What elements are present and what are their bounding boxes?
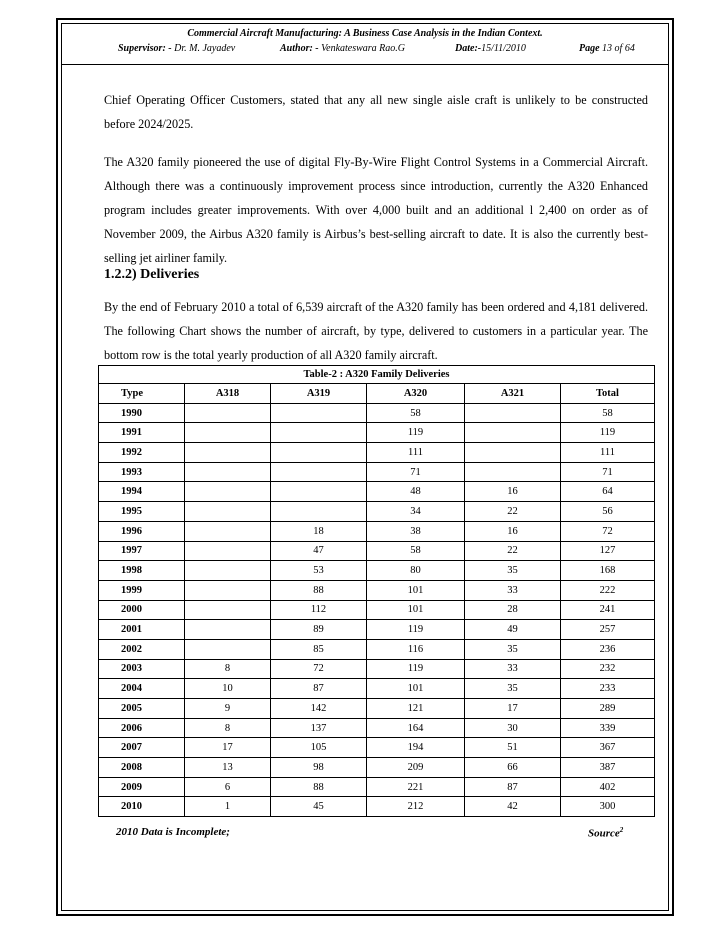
table-cell bbox=[185, 443, 271, 463]
table-row bbox=[99, 758, 655, 778]
table-cell: 80 bbox=[367, 561, 465, 581]
table-cell bbox=[185, 521, 271, 541]
table-cell bbox=[185, 561, 271, 581]
table-cell bbox=[271, 502, 367, 522]
table-cell bbox=[185, 423, 271, 443]
table-cell: 101 bbox=[367, 679, 465, 699]
table-cell: 101 bbox=[367, 600, 465, 620]
table-cell: 16 bbox=[465, 521, 561, 541]
header-date: Date:-15/11/2010 bbox=[455, 43, 526, 54]
table-cell: 72 bbox=[271, 659, 367, 679]
table-cell: 88 bbox=[271, 777, 367, 797]
footnote-source: Source$^2$ bbox=[588, 826, 624, 840]
table-cell bbox=[465, 403, 561, 423]
table-cell: 42 bbox=[465, 797, 561, 817]
table-cell: 72 bbox=[561, 521, 655, 541]
table-cell: 85 bbox=[271, 639, 367, 659]
table-cell: 47 bbox=[271, 541, 367, 561]
table-cell: 2001 bbox=[99, 620, 185, 640]
table-cell: 119 bbox=[367, 620, 465, 640]
table-cell: 71 bbox=[561, 462, 655, 482]
column-header-a320: A320 bbox=[367, 384, 465, 404]
table-row bbox=[99, 738, 655, 758]
table-cell: 1991 bbox=[99, 423, 185, 443]
table-row bbox=[99, 580, 655, 600]
table-row bbox=[99, 521, 655, 541]
table-cell: 164 bbox=[367, 718, 465, 738]
table-cell: 71 bbox=[367, 462, 465, 482]
table-row bbox=[99, 620, 655, 640]
table-cell bbox=[465, 443, 561, 463]
table-cell: 119 bbox=[561, 423, 655, 443]
table-cell: 1992 bbox=[99, 443, 185, 463]
table-cell: 2000 bbox=[99, 600, 185, 620]
table-row bbox=[99, 718, 655, 738]
table-cell: 33 bbox=[465, 580, 561, 600]
table-cell: 1998 bbox=[99, 561, 185, 581]
table-cell: 8 bbox=[185, 659, 271, 679]
table-cell: 289 bbox=[561, 699, 655, 719]
column-header-total: Total bbox=[561, 384, 655, 404]
table-row bbox=[99, 600, 655, 620]
table-cell bbox=[185, 462, 271, 482]
table-cell: 2004 bbox=[99, 679, 185, 699]
table-cell: 51 bbox=[465, 738, 561, 758]
table-cell: 34 bbox=[367, 502, 465, 522]
header-author: Author: - Venkateswara Rao.G bbox=[280, 43, 406, 54]
table-row bbox=[99, 777, 655, 797]
table-row bbox=[99, 699, 655, 719]
table-caption: Table-2 : A320 Family Deliveries bbox=[99, 366, 655, 384]
table-cell: 142 bbox=[271, 699, 367, 719]
header-rule bbox=[62, 64, 668, 65]
table-row bbox=[99, 443, 655, 463]
table-cell bbox=[185, 580, 271, 600]
table-cell: 105 bbox=[271, 738, 367, 758]
table-cell: 18 bbox=[271, 521, 367, 541]
table-cell: 221 bbox=[367, 777, 465, 797]
table-cell: 8 bbox=[185, 718, 271, 738]
table-cell: 22 bbox=[465, 502, 561, 522]
table-cell: 30 bbox=[465, 718, 561, 738]
table-cell: 35 bbox=[465, 561, 561, 581]
column-header-a318: A318 bbox=[185, 384, 271, 404]
table-cell bbox=[185, 541, 271, 561]
table-cell: 121 bbox=[367, 699, 465, 719]
table-cell: 35 bbox=[465, 639, 561, 659]
table-cell: 66 bbox=[465, 758, 561, 778]
table-cell: 48 bbox=[367, 482, 465, 502]
column-header-a321: A321 bbox=[465, 384, 561, 404]
table-cell: 1993 bbox=[99, 462, 185, 482]
table-cell: 13 bbox=[185, 758, 271, 778]
table-row bbox=[99, 659, 655, 679]
table-cell: 58 bbox=[367, 403, 465, 423]
table-cell bbox=[185, 482, 271, 502]
table-cell: 98 bbox=[271, 758, 367, 778]
table-header-row bbox=[99, 384, 655, 404]
table-cell: 209 bbox=[367, 758, 465, 778]
table-row bbox=[99, 639, 655, 659]
footnote-incomplete: 2010 Data is Incomplete; bbox=[116, 826, 230, 838]
table-cell bbox=[465, 423, 561, 443]
table-cell bbox=[185, 600, 271, 620]
table-cell bbox=[271, 482, 367, 502]
table-cell: 2007 bbox=[99, 738, 185, 758]
table-cell: 233 bbox=[561, 679, 655, 699]
table-cell: 2003 bbox=[99, 659, 185, 679]
table-cell bbox=[271, 462, 367, 482]
section-heading: 1.2.2) Deliveries bbox=[104, 267, 200, 282]
table-cell: 232 bbox=[561, 659, 655, 679]
table-cell: 387 bbox=[561, 758, 655, 778]
table-cell: 38 bbox=[367, 521, 465, 541]
table-cell bbox=[185, 620, 271, 640]
table-cell: 17 bbox=[465, 699, 561, 719]
table-cell: 35 bbox=[465, 679, 561, 699]
table-cell: 64 bbox=[561, 482, 655, 502]
table-cell: 2008 bbox=[99, 758, 185, 778]
table-cell: 1 bbox=[185, 797, 271, 817]
table-cell: 1997 bbox=[99, 541, 185, 561]
table-cell: 101 bbox=[367, 580, 465, 600]
table-cell: 339 bbox=[561, 718, 655, 738]
table-cell: 89 bbox=[271, 620, 367, 640]
table-row bbox=[99, 403, 655, 423]
paragraph-3: By the end of February 2010 a total of 6,539 aircraft of the A320 family has been ordered and 4,181 delivered. The following Chart shows the number of aircraft, by type, delivered to customers in a particular year. The bottom row is the total yearly production of all A320 family aircraft. bbox=[104, 300, 648, 362]
table-cell: 56 bbox=[561, 502, 655, 522]
table-cell: 2002 bbox=[99, 639, 185, 659]
table-row bbox=[99, 502, 655, 522]
table-cell bbox=[185, 403, 271, 423]
table-cell: 22 bbox=[465, 541, 561, 561]
table-cell: 1995 bbox=[99, 502, 185, 522]
table-cell: 45 bbox=[271, 797, 367, 817]
table-cell: 112 bbox=[271, 600, 367, 620]
table-row bbox=[99, 797, 655, 817]
table-cell: 257 bbox=[561, 620, 655, 640]
table-cell bbox=[271, 443, 367, 463]
table-cell: 2009 bbox=[99, 777, 185, 797]
table-cell bbox=[185, 502, 271, 522]
table-cell: 111 bbox=[367, 443, 465, 463]
table-cell bbox=[185, 639, 271, 659]
table-cell: 168 bbox=[561, 561, 655, 581]
table-cell: 2005 bbox=[99, 699, 185, 719]
table-cell: 367 bbox=[561, 738, 655, 758]
table-body bbox=[99, 403, 655, 816]
table-cell: 1996 bbox=[99, 521, 185, 541]
table-cell: 58 bbox=[561, 403, 655, 423]
table-row bbox=[99, 423, 655, 443]
table-cell: 236 bbox=[561, 639, 655, 659]
table-cell: 58 bbox=[367, 541, 465, 561]
table-cell: 300 bbox=[561, 797, 655, 817]
table-cell bbox=[271, 403, 367, 423]
table-cell: 9 bbox=[185, 699, 271, 719]
table-cell: 2010 bbox=[99, 797, 185, 817]
table-cell: 212 bbox=[367, 797, 465, 817]
header-meta bbox=[0, 43, 728, 57]
table-row bbox=[99, 561, 655, 581]
table-cell: 6 bbox=[185, 777, 271, 797]
table-cell: 28 bbox=[465, 600, 561, 620]
table-row bbox=[99, 679, 655, 699]
table-cell: 116 bbox=[367, 639, 465, 659]
table-cell: 137 bbox=[271, 718, 367, 738]
table-cell: 1990 bbox=[99, 403, 185, 423]
column-header-a319: A319 bbox=[271, 384, 367, 404]
paragraph-1: Chief Operating Officer Customers, stated that any all new single aisle craft is unlikely to be constructed before 2024/2025. bbox=[104, 93, 648, 131]
table-cell: 87 bbox=[271, 679, 367, 699]
table-cell: 2006 bbox=[99, 718, 185, 738]
table-cell: 17 bbox=[185, 738, 271, 758]
table-cell: 222 bbox=[561, 580, 655, 600]
table-cell: 194 bbox=[367, 738, 465, 758]
header-supervisor: Supervisor: - Dr. M. Jayadev bbox=[118, 43, 236, 54]
table-cell: 127 bbox=[561, 541, 655, 561]
table-cell bbox=[271, 423, 367, 443]
table-cell bbox=[465, 462, 561, 482]
header-title: Commercial Aircraft Manufacturing: A Business Case Analysis in the Indian Context. bbox=[187, 28, 543, 39]
table-cell: 10 bbox=[185, 679, 271, 699]
table-cell: 49 bbox=[465, 620, 561, 640]
deliveries-table bbox=[98, 365, 655, 817]
table-row bbox=[99, 482, 655, 502]
table-cell: 87 bbox=[465, 777, 561, 797]
header-page: Page 13 of 64 bbox=[579, 43, 635, 54]
paragraph-2: The A320 family pioneered the use of digital Fly-By-Wire Flight Control Systems in a Commercial Aircraft. Although there was a continuously improvement process since introduction, currently the A320 Enhanced program includes greater improvements. With over 4,000 built and an additional l 2,400 on order as of November 2009, the Airbus A320 family is Airbus’s best-selling aircraft to date. It is also the currently best-selling jet airliner family. bbox=[104, 155, 648, 265]
table-cell: 16 bbox=[465, 482, 561, 502]
table-row bbox=[99, 541, 655, 561]
table-cell: 1999 bbox=[99, 580, 185, 600]
table-cell: 88 bbox=[271, 580, 367, 600]
column-header-type: Type bbox=[99, 384, 185, 404]
table-cell: 402 bbox=[561, 777, 655, 797]
table-cell: 111 bbox=[561, 443, 655, 463]
table-cell: 1994 bbox=[99, 482, 185, 502]
table-cell: 119 bbox=[367, 423, 465, 443]
table-row bbox=[99, 462, 655, 482]
table-cell: 33 bbox=[465, 659, 561, 679]
table-cell: 241 bbox=[561, 600, 655, 620]
table-cell: 119 bbox=[367, 659, 465, 679]
table-cell: 53 bbox=[271, 561, 367, 581]
